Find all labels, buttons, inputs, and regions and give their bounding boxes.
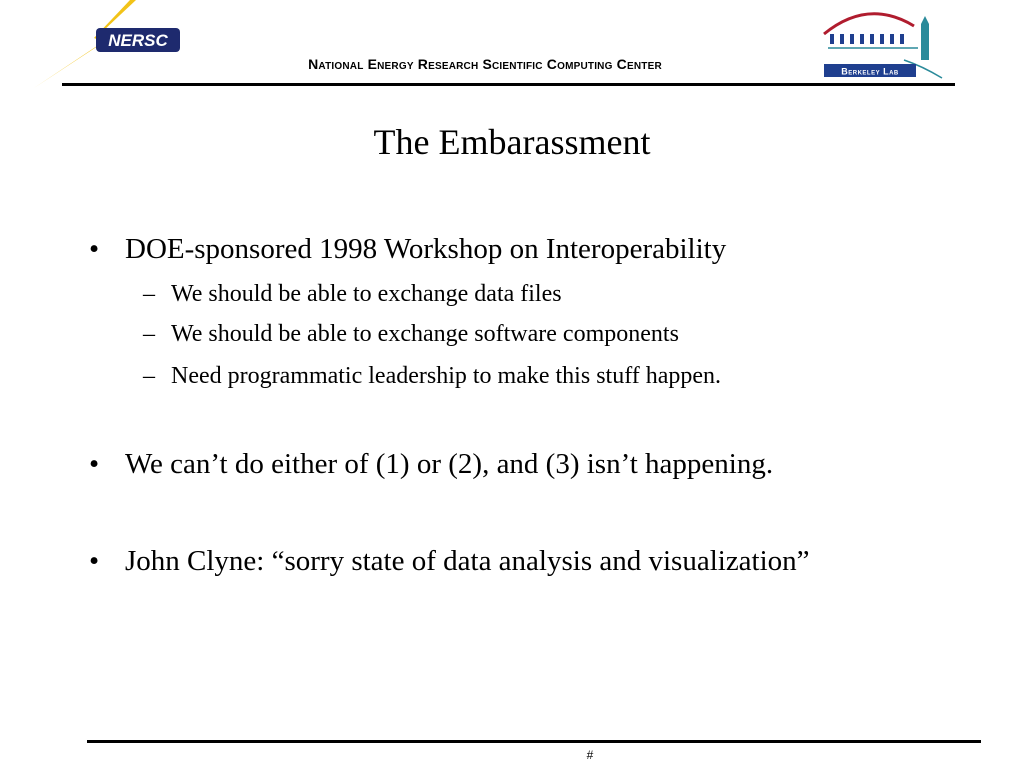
bullet-marker: •	[89, 448, 100, 480]
berkeley-lab-logo-text: Berkeley Lab	[841, 66, 899, 77]
slide-title: The Embarassment	[373, 122, 651, 162]
bullet-text: DOE-sponsored 1998 Workshop on Interoperability	[125, 233, 727, 265]
footer-rule	[87, 740, 981, 743]
bullet-item-2	[89, 447, 774, 481]
sub-marker: –	[143, 281, 155, 307]
sub-item-1	[143, 280, 562, 308]
bullet-marker: •	[89, 545, 100, 577]
berkeley-lab-logo	[818, 4, 948, 82]
sub-text: We should be able to exchange data files	[171, 281, 562, 307]
sub-item-3	[143, 362, 722, 390]
page-number: #	[586, 748, 594, 762]
org-name: National Energy Research Scientific Computing Center	[308, 56, 662, 72]
bullet-text: We can’t do either of (1) or (2), and (3) isn’t happening.	[125, 448, 774, 480]
sub-item-2	[143, 320, 679, 348]
sub-text: We should be able to exchange software components	[171, 321, 679, 347]
bullet-marker: •	[89, 233, 100, 265]
sub-marker: –	[143, 363, 155, 389]
nersc-logo-text: NERSC	[108, 31, 168, 50]
bullet-item-1	[89, 232, 727, 266]
header-rule	[62, 83, 955, 86]
bullet-item-3	[89, 544, 810, 578]
bullet-text: John Clyne: “sorry state of data analysis and visualization”	[125, 545, 810, 577]
sub-marker: –	[143, 321, 155, 347]
sub-text: Need programmatic leadership to make this stuff happen.	[171, 363, 722, 389]
nersc-logo	[30, 0, 185, 90]
